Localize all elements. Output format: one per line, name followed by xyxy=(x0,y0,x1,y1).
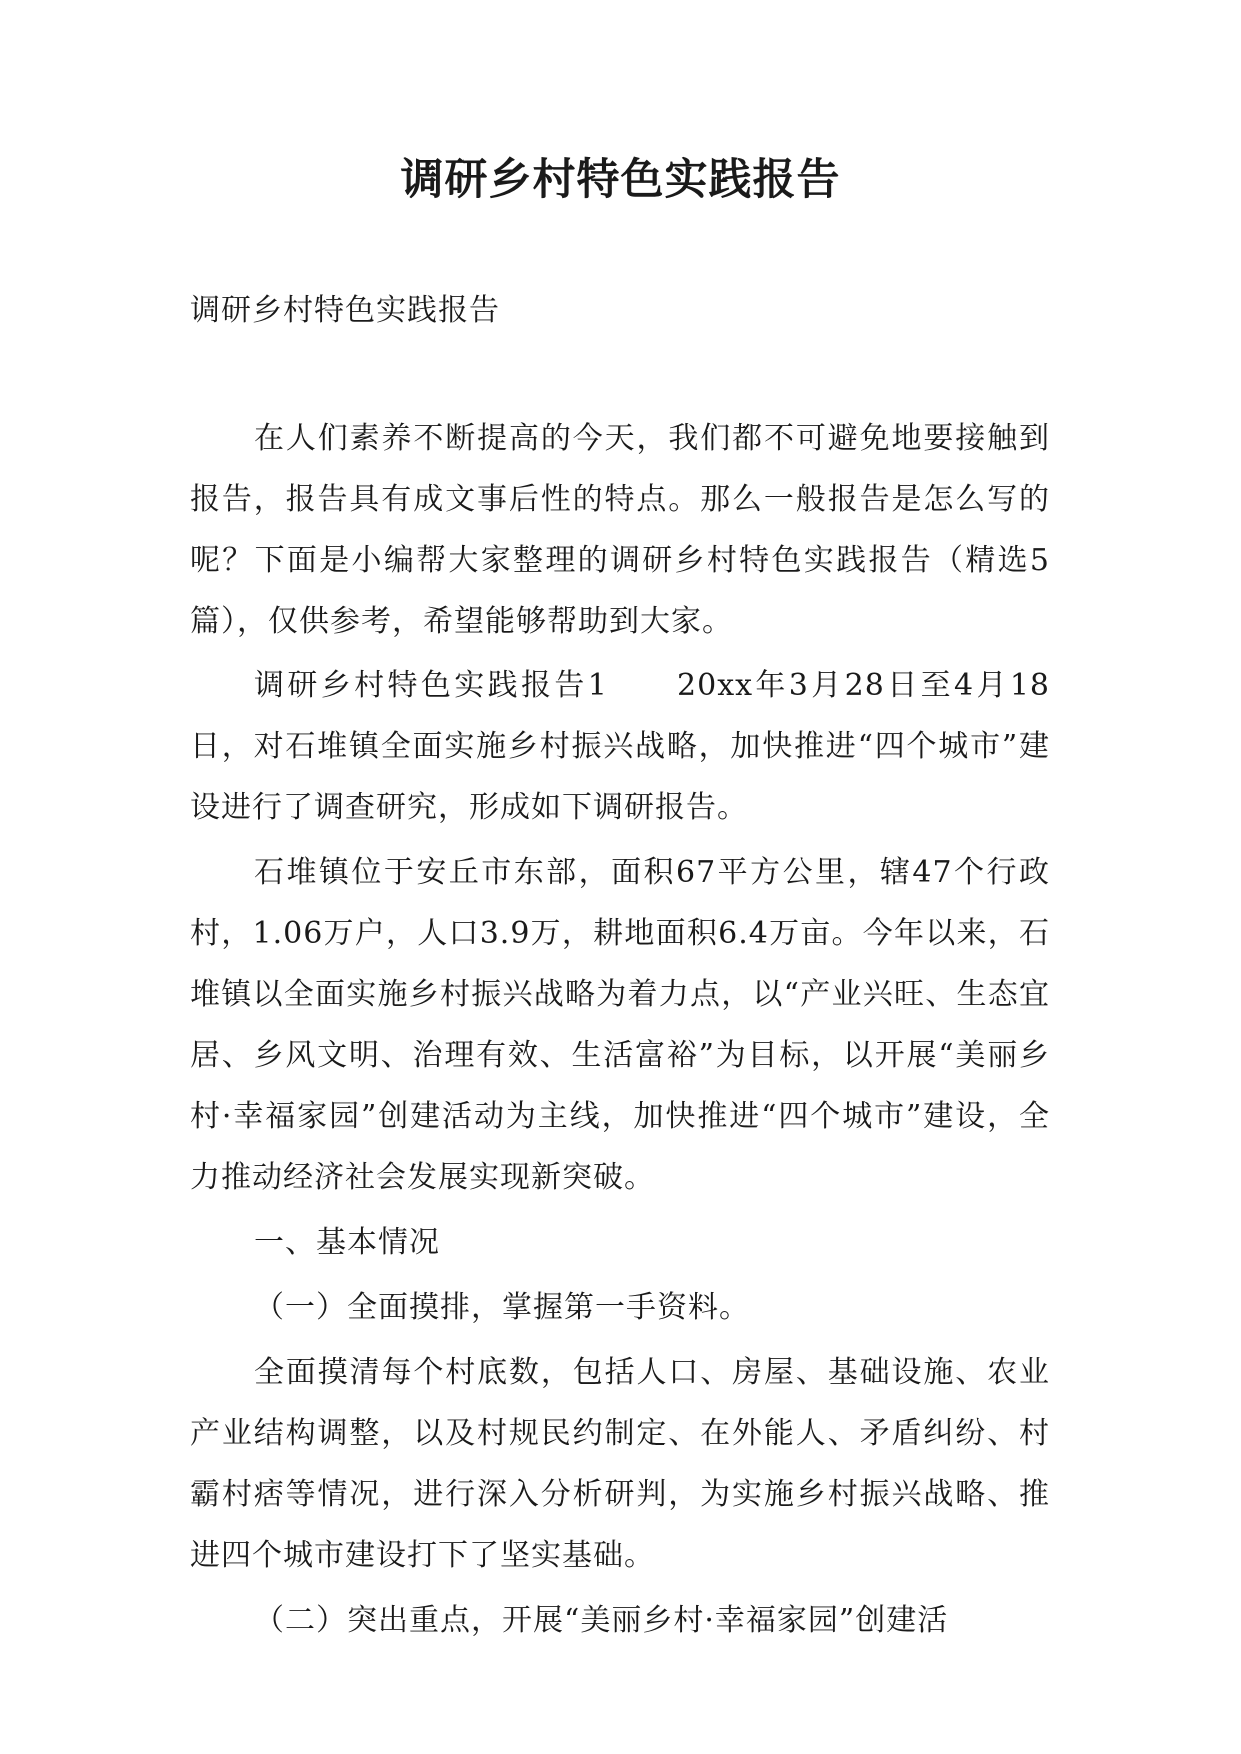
paragraph-survey-details: 全面摸清每个村底数，包括人口、房屋、基础设施、农业产业结构调整，以及村规民约制定、在外能人、矛盾纠纷、村霸村痞等情况，进行深入分析研判，为实施乡村振兴战略、推进四个城市建设打下了坚实基础。 xyxy=(190,1355,1050,1573)
document-subtitle: 调研乡村特色实践报告 xyxy=(190,293,500,328)
paragraph-intro: 在人们素养不断提高的今天，我们都不可避免地要接触到报告，报告具有成文事后性的特点。那么一般报告是怎么写的呢？下面是小编帮大家整理的调研乡村特色实践报告（精选5篇），仅供参考，希望能够帮助到大家。 xyxy=(190,421,1050,639)
subsection-heading-2: （二）突出重点，开展“美丽乡村·幸福家园”创建活 xyxy=(254,1603,949,1638)
document-title: 调研乡村特色实践报告 xyxy=(400,155,841,205)
section-heading-basic-situation: 一、基本情况 xyxy=(254,1225,440,1260)
paragraph-town-overview: 石堆镇位于安丘市东部，面积67平方公里，辖47个行政村，1.06万户，人口3.9万，耕地面积6.4万亩。今年以来，石堆镇以全面实施乡村振兴战略为着力点，以“产业兴旺、生态宜居、乡风文明、治理有效、生活富裕”为目标，以开展“美丽乡村·幸福家园”创建活动为主线，加快推进“四个城市”建设，全力推动经济社会发展实现新突破。 xyxy=(190,855,1050,1195)
subsection-heading-1: （一）全面摸排，掌握第一手资料。 xyxy=(254,1290,750,1325)
paragraph-report-1-opening: 调研乡村特色实践报告1 20xx年3月28日至4月18日，对石堆镇全面实施乡村振兴战略，加快推进“四个城市”建设进行了调查研究，形成如下调研报告。 xyxy=(190,668,1050,825)
document-body xyxy=(190,408,1050,1655)
